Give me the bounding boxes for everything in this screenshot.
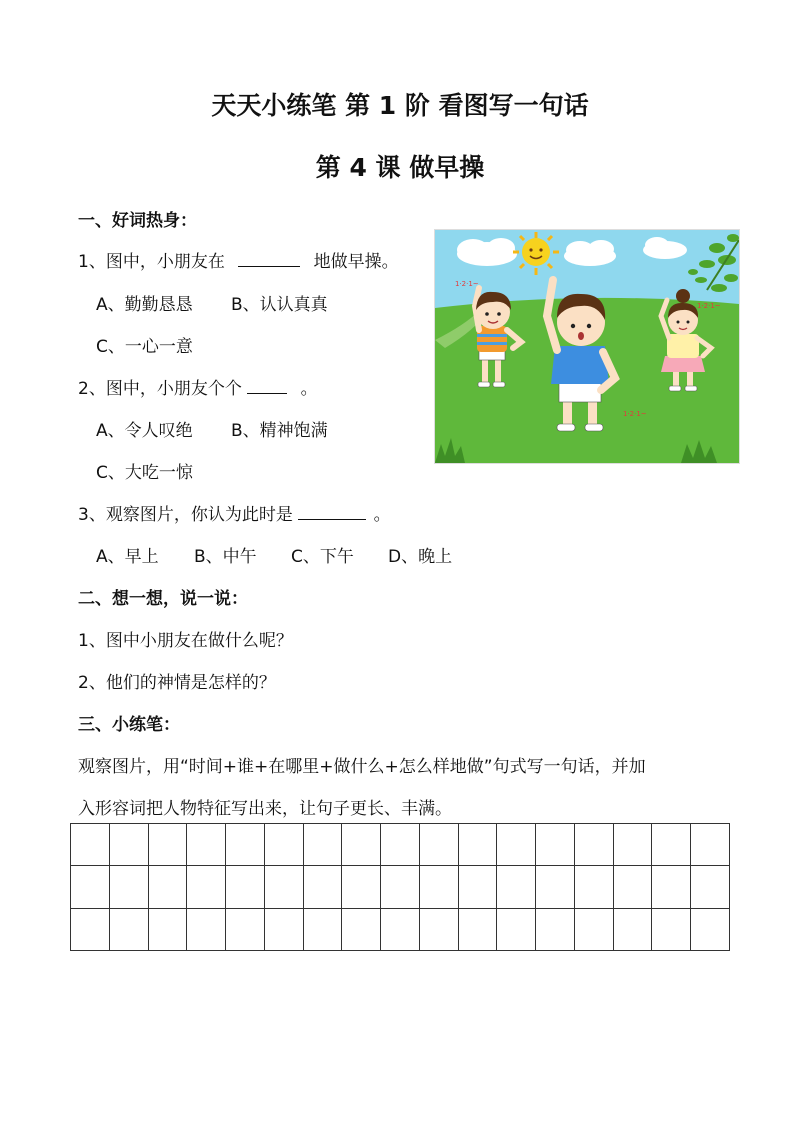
q2-option-a[interactable]: A、令人叹绝 [96, 421, 193, 441]
answer-blank-1[interactable] [238, 252, 300, 267]
grid-cell[interactable] [691, 824, 730, 866]
question-3 [78, 500, 391, 525]
grid-cell[interactable] [652, 824, 691, 866]
grid-cell[interactable] [187, 824, 226, 866]
grid-cell[interactable] [303, 908, 342, 950]
q2-option-c[interactable]: C、大吃一惊 [96, 463, 193, 483]
grid-cell[interactable] [148, 908, 187, 950]
grid-cell[interactable] [303, 824, 342, 866]
cloud-left [457, 238, 517, 266]
q1-option-a[interactable]: A、勤勤恳恳 [96, 295, 193, 315]
question-1-end: 地做早操。 [313, 252, 399, 272]
grid-cell[interactable] [497, 824, 536, 866]
page-title: 天天小练笔 第 1 阶 看图写一句话 [211, 91, 589, 120]
grid-cell[interactable] [303, 866, 342, 908]
grid-cell[interactable] [574, 908, 613, 950]
grid-cell[interactable] [71, 908, 110, 950]
grid-cell[interactable] [264, 866, 303, 908]
grid-cell[interactable] [419, 824, 458, 866]
count-label-3: 1·2·1~ [623, 410, 647, 418]
grid-cell[interactable] [419, 908, 458, 950]
grid-cell[interactable] [613, 866, 652, 908]
q3-option-a[interactable]: A、早上 [96, 547, 159, 567]
grid-cell[interactable] [71, 824, 110, 866]
question-2-text: 2、图中，小朋友个个 [78, 379, 242, 399]
grid-row [71, 908, 730, 950]
question-2 [78, 374, 318, 399]
grid-cell[interactable] [613, 908, 652, 950]
grid-cell[interactable] [109, 908, 148, 950]
illustration-morning-exercise [434, 229, 740, 464]
illustration-svg [435, 230, 739, 463]
writing-instruction-line2: 入形容词把人物特征写出来，让句子更长、丰满。 [78, 799, 452, 819]
grid-cell[interactable] [71, 866, 110, 908]
q2-option-b[interactable]: B、精神饱满 [231, 421, 328, 441]
grid-cell[interactable] [226, 908, 265, 950]
section1-heading: 一、好词热身： [78, 211, 197, 231]
grid-cell[interactable] [342, 824, 381, 866]
grid-cell[interactable] [691, 866, 730, 908]
writing-grid[interactable] [70, 823, 730, 951]
grid-cell[interactable] [148, 866, 187, 908]
question-3-text: 3、观察图片，你认为此时是 [78, 505, 293, 525]
grid-cell[interactable] [652, 908, 691, 950]
grid-cell[interactable] [342, 866, 381, 908]
grid-cell[interactable] [109, 866, 148, 908]
grid-cell[interactable] [264, 824, 303, 866]
lesson-title: 第 4 课 做早操 [315, 153, 485, 182]
q3-option-c[interactable]: C、下午 [291, 547, 354, 567]
grid-row [71, 866, 730, 908]
q3-option-d[interactable]: D、晚上 [388, 547, 453, 567]
grid-cell[interactable] [574, 866, 613, 908]
grid-cell[interactable] [458, 866, 497, 908]
cloud-middle [564, 240, 616, 266]
grid-cell[interactable] [381, 824, 420, 866]
grid-cell[interactable] [381, 908, 420, 950]
grid-cell[interactable] [652, 866, 691, 908]
section2-heading: 二、想一想，说一说： [78, 589, 248, 609]
grid-cell[interactable] [419, 866, 458, 908]
section3-heading: 三、小练笔： [78, 715, 180, 735]
grid-cell[interactable] [187, 908, 226, 950]
grid-cell[interactable] [148, 824, 187, 866]
q1-option-b[interactable]: B、认认真真 [231, 295, 328, 315]
grid-cell[interactable] [226, 824, 265, 866]
grid-cell[interactable] [458, 908, 497, 950]
grid-cell[interactable] [536, 866, 575, 908]
question-1 [78, 247, 399, 272]
grid-cell[interactable] [497, 908, 536, 950]
q3-option-b[interactable]: B、中午 [194, 547, 257, 567]
grid-cell[interactable] [536, 824, 575, 866]
answer-blank-3[interactable] [298, 505, 366, 520]
q1-option-c[interactable]: C、一心一意 [96, 337, 193, 357]
grid-cell[interactable] [226, 866, 265, 908]
grid-cell[interactable] [264, 908, 303, 950]
writing-instruction-line1: 观察图片，用“时间+谁+在哪里+做什么+怎么样地做”句式写一句话，并加 [78, 757, 646, 777]
discussion-question-2: 2、他们的神情是怎样的？ [78, 673, 276, 693]
grid-cell[interactable] [613, 824, 652, 866]
answer-blank-2[interactable] [247, 379, 287, 394]
count-label-2: 1·2·1~ [697, 302, 721, 310]
grid-cell[interactable] [691, 908, 730, 950]
discussion-question-1: 1、图中小朋友在做什么呢？ [78, 631, 293, 651]
grid-row [71, 824, 730, 866]
grid-cell[interactable] [458, 824, 497, 866]
count-label-1: 1·2·1~ [455, 280, 479, 288]
grid-cell[interactable] [381, 866, 420, 908]
grid-cell[interactable] [536, 908, 575, 950]
grid-cell[interactable] [109, 824, 148, 866]
grid-cell[interactable] [187, 866, 226, 908]
question-2-end: 。 [300, 379, 318, 399]
grid-cell[interactable] [497, 866, 536, 908]
grid-cell[interactable] [574, 824, 613, 866]
question-3-end: 。 [373, 505, 391, 525]
grid-cell[interactable] [342, 908, 381, 950]
question-1-text: 1、图中，小朋友在 [78, 252, 225, 272]
